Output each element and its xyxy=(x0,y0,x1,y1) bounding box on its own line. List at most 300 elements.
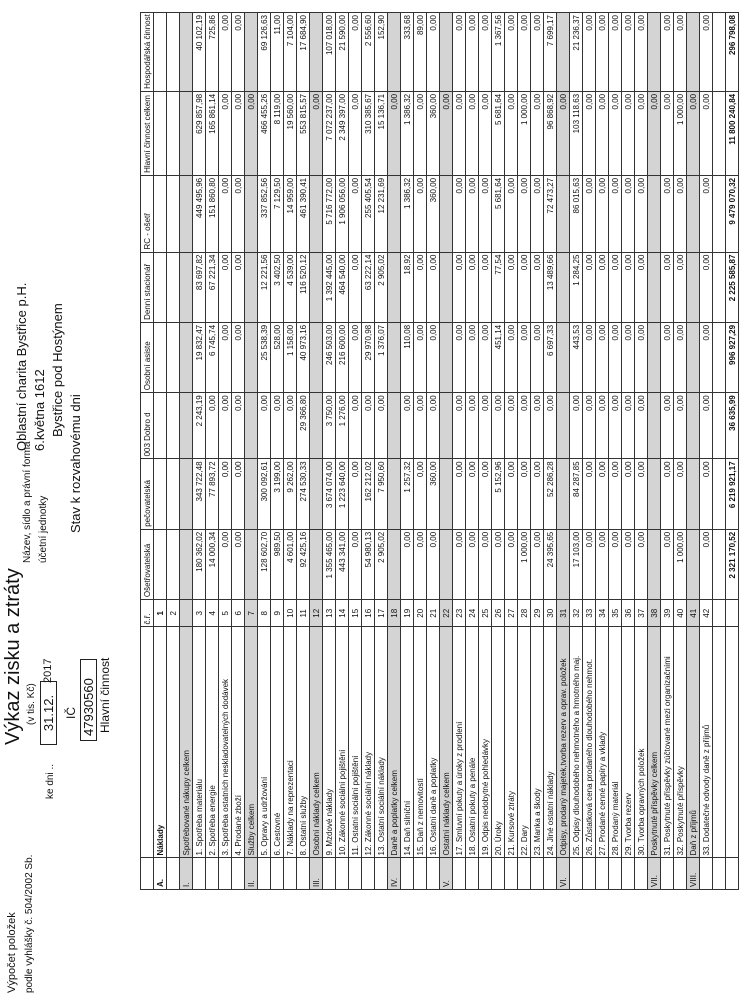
value-cell: 300 092,61 xyxy=(258,459,271,529)
value-cell: 0,00 xyxy=(622,175,635,252)
value-cell: 0,00 xyxy=(479,322,492,392)
value-cell: 0,00 xyxy=(505,91,518,175)
entity-name: Oblastní charita Bystřice p.H. xyxy=(14,282,29,451)
value-cell: 54 980,13 xyxy=(362,529,375,599)
value-cell: 629 857,98 xyxy=(193,91,206,175)
value-cell: 0,00 xyxy=(518,393,531,459)
value-cell: 0,00 xyxy=(583,393,596,459)
value-cell: 0,00 xyxy=(674,175,687,252)
value-cell: 0,00 xyxy=(414,529,427,599)
value-cell: 0,00 xyxy=(271,393,284,459)
section-code: III. xyxy=(310,858,323,890)
value-cell xyxy=(167,322,180,392)
section-code: IV. xyxy=(388,858,401,890)
value-cell: 116 520,12 xyxy=(297,252,310,322)
value-cell: 14 000,34 xyxy=(206,529,219,599)
value-cell xyxy=(557,252,570,322)
section-code xyxy=(726,858,739,890)
value-cell: 63 222,14 xyxy=(362,252,375,322)
row-number: 20 xyxy=(414,600,427,627)
value-cell xyxy=(440,529,453,599)
section-code xyxy=(505,858,518,890)
row-number: 17 xyxy=(375,600,388,627)
value-cell xyxy=(388,175,401,252)
value-cell: 0,00 xyxy=(583,13,596,92)
row-label: Ostatní náklady celkem xyxy=(440,627,453,858)
value-cell: 0,00 xyxy=(453,529,466,599)
value-cell: 0,00 xyxy=(700,529,713,599)
value-cell: 0,00 xyxy=(661,13,674,92)
row-label: 29. Tvorba rezerv xyxy=(622,627,635,858)
value-cell: 360,00 xyxy=(427,175,440,252)
row-number xyxy=(180,600,193,627)
value-cell: 0,00 xyxy=(531,459,544,529)
value-cell: 0,00 xyxy=(596,13,609,92)
value-cell: 0,00 xyxy=(401,529,414,599)
value-cell: 0,00 xyxy=(635,322,648,392)
value-cell: 3 199,00 xyxy=(271,459,284,529)
value-cell: 0,00 xyxy=(700,91,713,175)
row-label xyxy=(167,627,180,858)
row-label: 7. Náklady na reprezentaci xyxy=(284,627,297,858)
value-cell: 0,00 xyxy=(232,529,245,599)
table-row xyxy=(154,13,167,890)
value-cell xyxy=(310,252,323,322)
value-cell: 1 906 056,00 xyxy=(336,175,349,252)
value-cell xyxy=(167,252,180,322)
table-row xyxy=(713,13,726,890)
value-cell: 0,00 xyxy=(466,91,479,175)
value-cell: 0,00 xyxy=(414,459,427,529)
value-cell: 0,00 xyxy=(505,13,518,92)
value-cell: 0,00 xyxy=(674,252,687,322)
value-cell: 0,00 xyxy=(700,393,713,459)
value-cell: 5 681,64 xyxy=(492,175,505,252)
value-cell: 0,00 xyxy=(596,91,609,175)
value-cell: 0,00 xyxy=(674,459,687,529)
value-cell: 0,00 xyxy=(518,459,531,529)
row-label: 25. Odpisy dlouhodobého nehmotného a hmotného maj. xyxy=(570,627,583,858)
value-cell: 0,00 xyxy=(531,393,544,459)
value-cell: 5 716 772,00 xyxy=(323,175,336,252)
value-cell: 0,00 xyxy=(609,175,622,252)
balance-date-label: Stav k rozvahovému dni xyxy=(68,394,83,533)
col-header: pečovatelská xyxy=(141,459,154,529)
value-cell: 1 000,00 xyxy=(674,91,687,175)
table-row xyxy=(245,13,258,890)
value-cell: 8 119,00 xyxy=(271,91,284,175)
value-cell: 0,00 xyxy=(232,393,245,459)
section-code xyxy=(466,858,479,890)
row-label: Daň z příjmů xyxy=(687,627,700,858)
value-cell: 0,00 xyxy=(258,393,271,459)
value-cell: 0,00 xyxy=(505,322,518,392)
value-cell: 15 136,71 xyxy=(375,91,388,175)
table-row xyxy=(206,13,219,890)
value-cell: 7 104,00 xyxy=(284,13,297,92)
value-cell: 0,00 xyxy=(531,175,544,252)
row-label: Daně a poplatky celkem xyxy=(388,627,401,858)
value-cell: 0,00 xyxy=(518,252,531,322)
value-cell: 0,00 xyxy=(414,175,427,252)
value-cell: 0,00 xyxy=(635,393,648,459)
value-cell: 0,00 xyxy=(219,13,232,92)
row-label: 16. Ostatní daně a poplatky xyxy=(427,627,440,858)
value-cell: 0,00 xyxy=(453,252,466,322)
value-cell xyxy=(713,529,726,599)
value-cell: 0,00 xyxy=(232,91,245,175)
row-number: 29 xyxy=(531,600,544,627)
value-cell: 0,00 xyxy=(570,393,583,459)
value-cell: 29 366,80 xyxy=(297,393,310,459)
value-cell: 0,00 xyxy=(349,13,362,92)
value-cell xyxy=(180,175,193,252)
table-row xyxy=(297,13,310,890)
value-cell: 0,00 xyxy=(557,91,570,175)
section-code xyxy=(323,858,336,890)
profit-loss-table xyxy=(140,12,739,890)
section-code xyxy=(453,858,466,890)
value-cell: 0,00 xyxy=(219,393,232,459)
row-label: 5. Opravy a udržování xyxy=(258,627,271,858)
row-label: 3. Spotřeba ostatních neskladovatelných dodávek xyxy=(219,627,232,858)
table-row xyxy=(466,13,479,890)
value-cell xyxy=(154,459,167,529)
row-label: 21. Kursové ztráty xyxy=(505,627,518,858)
value-cell: 1 000,00 xyxy=(518,529,531,599)
col-header: č.ř. xyxy=(141,600,154,627)
row-number: 25 xyxy=(479,600,492,627)
section-code: II. xyxy=(245,858,258,890)
value-cell: 0,00 xyxy=(466,175,479,252)
value-cell: 0,00 xyxy=(596,529,609,599)
value-cell: 296 798,08 xyxy=(726,13,739,92)
value-cell: 310 385,67 xyxy=(362,91,375,175)
value-cell: 0,00 xyxy=(427,529,440,599)
value-cell: 1 000,00 xyxy=(518,91,531,175)
value-cell xyxy=(245,13,258,92)
date-label: ke dni .. xyxy=(45,763,56,799)
section-code: VI. xyxy=(557,858,570,890)
table-row xyxy=(388,13,401,890)
value-cell: 0,00 xyxy=(219,459,232,529)
value-cell: 2 905,02 xyxy=(375,252,388,322)
value-cell: 1 376,07 xyxy=(375,322,388,392)
value-cell: 0,00 xyxy=(414,91,427,175)
value-cell: 0,00 xyxy=(635,529,648,599)
value-cell: 40 102,19 xyxy=(193,13,206,92)
table-row xyxy=(648,13,661,890)
table-row xyxy=(687,13,700,890)
value-cell xyxy=(440,459,453,529)
row-label: 27. Prodané cenné papíry a vklady xyxy=(596,627,609,858)
value-cell: 89,00 xyxy=(414,13,427,92)
value-cell: 0,00 xyxy=(232,322,245,392)
row-number: 38 xyxy=(648,600,661,627)
row-label: 8. Ostatní služby xyxy=(297,627,310,858)
value-cell: 0,00 xyxy=(700,252,713,322)
row-label: 4. Prodané zboží xyxy=(232,627,245,858)
row-number: 3 xyxy=(193,600,206,627)
value-cell xyxy=(687,529,700,599)
value-cell: 0,00 xyxy=(466,393,479,459)
value-cell: 0,00 xyxy=(479,91,492,175)
value-cell: 25 538,39 xyxy=(258,322,271,392)
col-header: Denní stacionář xyxy=(141,252,154,322)
value-cell: 5 681,64 xyxy=(492,91,505,175)
table-row xyxy=(167,13,180,890)
section-code xyxy=(479,858,492,890)
section-code: VII. xyxy=(648,858,661,890)
ic-label: IČ xyxy=(64,707,78,719)
value-cell: 246 503,00 xyxy=(323,322,336,392)
section-code xyxy=(570,858,583,890)
value-cell: 0,00 xyxy=(453,13,466,92)
table-row xyxy=(232,13,245,890)
table-row xyxy=(258,13,271,890)
value-cell: 152,90 xyxy=(375,13,388,92)
value-cell: 0,00 xyxy=(349,175,362,252)
value-cell: 466 455,26 xyxy=(258,91,271,175)
value-cell xyxy=(648,322,661,392)
value-cell: 0,00 xyxy=(609,393,622,459)
value-cell: 360,00 xyxy=(427,91,440,175)
value-cell: 0,00 xyxy=(349,459,362,529)
value-cell: 443 341,00 xyxy=(336,529,349,599)
section-code xyxy=(271,858,284,890)
value-cell: 0,00 xyxy=(401,393,414,459)
value-cell xyxy=(440,175,453,252)
value-cell xyxy=(154,13,167,92)
value-cell: 1 355 465,00 xyxy=(323,529,336,599)
value-cell: 0,00 xyxy=(596,393,609,459)
value-cell: 0,00 xyxy=(544,393,557,459)
value-cell: 84 287,85 xyxy=(570,459,583,529)
value-cell xyxy=(687,322,700,392)
entity-label-1: Název, sídlo a právní forma xyxy=(22,441,33,563)
value-cell: 0,00 xyxy=(232,175,245,252)
section-code xyxy=(297,858,310,890)
row-number: 4 xyxy=(206,600,219,627)
value-cell xyxy=(687,175,700,252)
value-cell: 0,00 xyxy=(245,91,258,175)
value-cell xyxy=(388,252,401,322)
value-cell: 11 800 240,84 xyxy=(726,91,739,175)
value-cell: 333,68 xyxy=(401,13,414,92)
table-row xyxy=(349,13,362,890)
value-cell: 0,00 xyxy=(219,175,232,252)
row-label: Služby celkem xyxy=(245,627,258,858)
value-cell: 0,00 xyxy=(648,91,661,175)
row-label: 9. Mzdové náklady xyxy=(323,627,336,858)
value-cell xyxy=(388,393,401,459)
value-cell: 0,00 xyxy=(479,252,492,322)
value-cell: 0,00 xyxy=(583,529,596,599)
row-number: 8 xyxy=(258,600,271,627)
section-code xyxy=(167,858,180,890)
value-cell: 67 221,34 xyxy=(206,252,219,322)
value-cell: 0,00 xyxy=(635,252,648,322)
section-code: VIII. xyxy=(687,858,700,890)
section-code xyxy=(232,858,245,890)
row-number: 13 xyxy=(323,600,336,627)
value-cell: 0,00 xyxy=(310,91,323,175)
value-cell: 7 950,60 xyxy=(375,459,388,529)
value-cell: 19 832,47 xyxy=(193,322,206,392)
value-cell xyxy=(687,13,700,92)
section-code xyxy=(258,858,271,890)
row-label: 33. Dodatečné odvody daně z příjmů xyxy=(700,627,713,858)
row-label: Spotřebované nákupy celkem xyxy=(180,627,193,858)
value-cell: 0,00 xyxy=(661,529,674,599)
value-cell: 0,00 xyxy=(466,529,479,599)
value-cell: 0,00 xyxy=(349,322,362,392)
value-cell: 0,00 xyxy=(596,252,609,322)
section-code xyxy=(362,858,375,890)
value-cell: 0,00 xyxy=(609,13,622,92)
value-cell: 0,00 xyxy=(661,175,674,252)
value-cell: 0,00 xyxy=(687,91,700,175)
value-cell: 337 852,56 xyxy=(258,175,271,252)
value-cell xyxy=(180,459,193,529)
value-cell xyxy=(713,459,726,529)
value-cell xyxy=(440,13,453,92)
section-code xyxy=(414,858,427,890)
row-number: 42 xyxy=(700,600,713,627)
row-label: 32. Poskytnuté příspěvky xyxy=(674,627,687,858)
value-cell: 2 556,60 xyxy=(362,13,375,92)
row-number: 26 xyxy=(492,600,505,627)
row-number: 41 xyxy=(687,600,700,627)
value-cell xyxy=(687,459,700,529)
value-cell xyxy=(154,175,167,252)
value-cell: 0,00 xyxy=(609,529,622,599)
value-cell: 0,00 xyxy=(505,529,518,599)
row-number: 5 xyxy=(219,600,232,627)
value-cell xyxy=(245,393,258,459)
value-cell: 274 530,33 xyxy=(297,459,310,529)
calc-label: Výpočet položek xyxy=(6,912,18,993)
value-cell: 0,00 xyxy=(518,322,531,392)
value-cell: 0,00 xyxy=(466,322,479,392)
row-number: 19 xyxy=(401,600,414,627)
section-code xyxy=(375,858,388,890)
value-cell xyxy=(648,175,661,252)
value-cell: 343 722,48 xyxy=(193,459,206,529)
col-header: Ošetřovatelská xyxy=(141,529,154,599)
value-cell: 0,00 xyxy=(388,91,401,175)
date-field: 31.12. xyxy=(40,681,57,745)
value-cell: 0,00 xyxy=(622,13,635,92)
value-cell xyxy=(648,252,661,322)
row-number: 10 xyxy=(284,600,297,627)
value-cell xyxy=(687,252,700,322)
value-cell xyxy=(557,175,570,252)
value-cell: 0,00 xyxy=(284,393,297,459)
value-cell: 360,00 xyxy=(427,459,440,529)
value-cell: 0,00 xyxy=(453,91,466,175)
table-row xyxy=(479,13,492,890)
table-row xyxy=(401,13,414,890)
table-row xyxy=(323,13,336,890)
value-cell: 0,00 xyxy=(427,13,440,92)
row-label: 30. Tvorba opravných položek xyxy=(635,627,648,858)
value-cell: 0,00 xyxy=(674,13,687,92)
value-cell xyxy=(167,529,180,599)
table-row xyxy=(661,13,674,890)
entity-street: 6.května 1612 xyxy=(32,369,47,451)
row-number: 18 xyxy=(388,600,401,627)
section-code xyxy=(609,858,622,890)
table-row xyxy=(518,13,531,890)
value-cell: 0,00 xyxy=(596,175,609,252)
value-cell: 0,00 xyxy=(583,175,596,252)
decree-label: podle vyhlášky č. 504/2002 Sb. xyxy=(24,854,35,993)
value-cell: 443,53 xyxy=(570,322,583,392)
value-cell: 1 367,56 xyxy=(492,13,505,92)
value-cell: 3 674 074,00 xyxy=(323,459,336,529)
value-cell: 5 152,96 xyxy=(492,459,505,529)
value-cell xyxy=(180,252,193,322)
value-cell: 0,00 xyxy=(232,13,245,92)
row-label: 18. Ostatní pokuty a penále xyxy=(466,627,479,858)
value-cell: 0,00 xyxy=(700,322,713,392)
row-number: 15 xyxy=(349,600,362,627)
value-cell xyxy=(557,13,570,92)
value-cell: 7 129,50 xyxy=(271,175,284,252)
value-cell xyxy=(713,393,726,459)
value-cell xyxy=(557,393,570,459)
row-label: 10. Zákonné sociální pojištění xyxy=(336,627,349,858)
value-cell xyxy=(713,322,726,392)
value-cell: 2 349 397,00 xyxy=(336,91,349,175)
row-label: Poskytnuté příspěvky celkem xyxy=(648,627,661,858)
value-cell: 1 386,32 xyxy=(401,175,414,252)
row-number: 24 xyxy=(466,600,479,627)
section-code xyxy=(661,858,674,890)
value-cell: 0,00 xyxy=(583,459,596,529)
value-cell xyxy=(167,393,180,459)
table-row xyxy=(635,13,648,890)
col-header: 003 Dobro d xyxy=(141,393,154,459)
value-cell: 4 601,00 xyxy=(284,529,297,599)
value-cell xyxy=(154,529,167,599)
value-cell: 0,00 xyxy=(531,322,544,392)
value-cell: 216 600,00 xyxy=(336,322,349,392)
value-cell: 86 015,63 xyxy=(570,175,583,252)
value-cell xyxy=(167,13,180,92)
row-label: Osobní náklady celkem xyxy=(310,627,323,858)
value-cell: 1 257,32 xyxy=(401,459,414,529)
value-cell: 1 276,00 xyxy=(336,393,349,459)
table-row xyxy=(284,13,297,890)
value-cell: 3 750,00 xyxy=(323,393,336,459)
value-cell xyxy=(180,322,193,392)
value-cell: 0,00 xyxy=(427,393,440,459)
table-row xyxy=(505,13,518,890)
table-row xyxy=(531,13,544,890)
value-cell xyxy=(180,529,193,599)
table-row xyxy=(570,13,583,890)
value-cell: 6 219 921,17 xyxy=(726,459,739,529)
value-cell xyxy=(245,322,258,392)
value-cell: 14 959,00 xyxy=(284,175,297,252)
value-cell xyxy=(557,529,570,599)
value-cell: 0,00 xyxy=(518,175,531,252)
value-cell xyxy=(388,529,401,599)
value-cell xyxy=(440,322,453,392)
row-number: 39 xyxy=(661,600,674,627)
